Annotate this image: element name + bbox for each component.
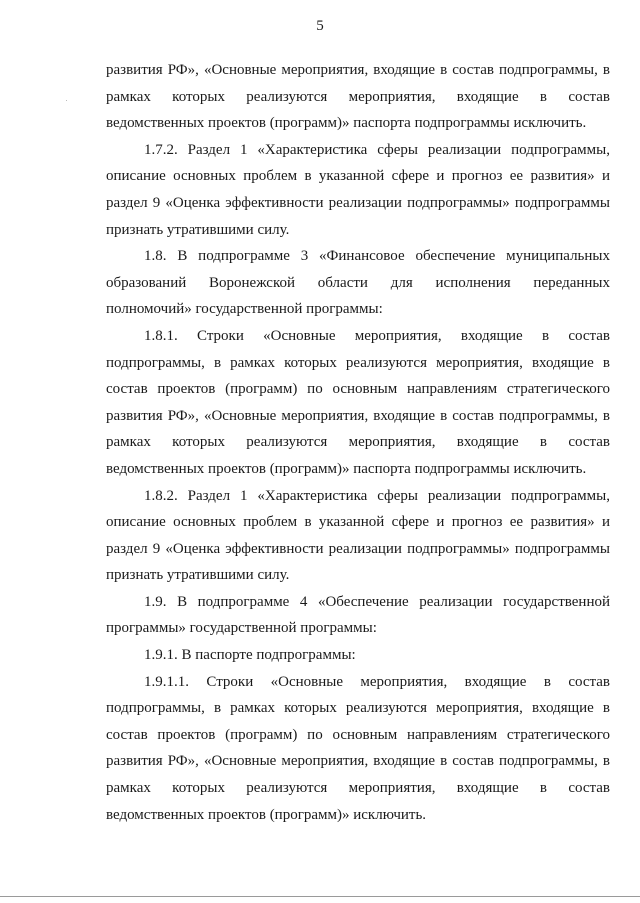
body-text — [106, 57, 610, 828]
text-line: признать утратившими силу. — [106, 221, 290, 238]
text-line: 1.9.1. В паспорте подпрограммы: — [144, 647, 356, 664]
text-line: развития РФ», «Основные мероприятия, входящие в состав подпрограммы, в — [106, 753, 610, 770]
scan-artifact — [66, 100, 67, 101]
text-line: программы» государственной программы: — [106, 620, 377, 637]
text-line: рамках которых реализуются мероприятия, входящие в состав — [106, 780, 610, 797]
text-line: развития РФ», «Основные мероприятия, входящие в состав подпрограммы, в — [106, 407, 610, 424]
text-line: развития РФ», «Основные мероприятия, входящие в состав подпрограммы, в — [106, 62, 610, 78]
text-line: ведомственных проектов (программ)» паспорта подпрограммы исключить. — [106, 115, 587, 132]
text-line: подпрограммы, в рамках которых реализуются мероприятия, входящие в — [106, 700, 610, 717]
text-line: описание основных проблем в указанной сфере и прогноз ее развития» и — [106, 514, 610, 531]
text-line: подпрограммы, в рамках которых реализуются мероприятия, входящие в — [106, 354, 610, 371]
text-line: раздел 9 «Оценка эффективности реализации подпрограммы» подпрограммы — [106, 194, 610, 211]
text-line: 1.7.2. Раздел 1 «Характеристика сферы реализации подпрограммы, — [144, 141, 610, 158]
text-line: полномочий» государственной программы: — [106, 301, 383, 318]
text-line: ведомственных проектов (программ)» паспорта подпрограммы исключить. — [106, 460, 587, 477]
text-line: 1.8.2. Раздел 1 «Характеристика сферы реализации подпрограммы, — [144, 487, 610, 504]
text-line: образований Воронежской области для исполнения переданных — [106, 274, 610, 291]
page-number: 5 — [316, 18, 324, 34]
text-line: 1.8. В подпрограмме 3 «Финансовое обеспечение муниципальных — [144, 248, 610, 265]
text-line: 1.8.1. Строки «Основные мероприятия, входящие в состав — [144, 327, 610, 344]
text-line: 1.9. В подпрограмме 4 «Обеспечение реализации государственной — [144, 593, 610, 610]
text-line: описание основных проблем в указанной сфере и прогноз ее развития» и — [106, 168, 610, 185]
text-line: 1.9.1.1. Строки «Основные мероприятия, входящие в состав — [144, 673, 610, 690]
text-line: признать утратившими силу. — [106, 567, 290, 584]
text-line: состав проектов (программ) по основным направлениям стратегического — [106, 726, 610, 743]
text-line: раздел 9 «Оценка эффективности реализации подпрограммы» подпрограммы — [106, 540, 610, 557]
text-line: рамках которых реализуются мероприятия, входящие в состав — [106, 434, 610, 451]
text-line: рамках которых реализуются мероприятия, входящие в состав — [106, 88, 610, 105]
text-line: ведомственных проектов (программ)» исключить. — [106, 806, 427, 823]
text-line: состав проектов (программ) по основным направлениям стратегического — [106, 381, 610, 398]
page-bottom-edge — [0, 896, 640, 897]
